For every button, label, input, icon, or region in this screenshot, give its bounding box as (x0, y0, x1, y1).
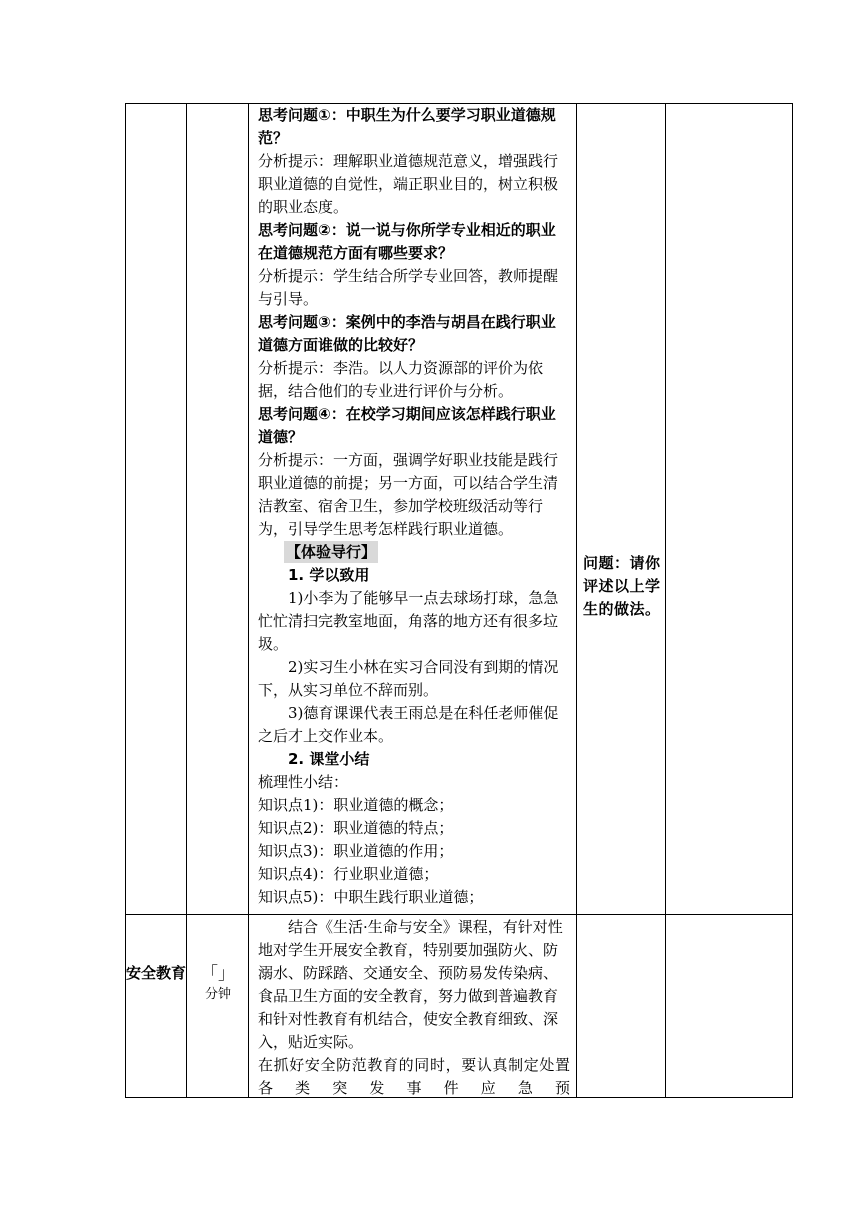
content-paragraph: 知识点3)：职业道德的作用； (258, 842, 454, 860)
case-paragraph: 1)小李为了能够早一点去球场打球，急急忙忙清扫完教室地面，角落的地方还有很多垃圾。 (258, 589, 559, 653)
question-heading: 思考问题①：中职生为什么要学习职业道德规范？ (258, 106, 556, 147)
content-paragraph: 知识点1)：职业道德的概念； (258, 796, 454, 814)
content-paragraph: 知识点5)：中职生践行职业道德； (258, 888, 484, 906)
content-paragraph: 知识点4)：行业职业道德； (258, 865, 439, 883)
case-paragraph: 3)德育课课代表王雨总是在科任老师催促之后才上交作业本。 (258, 704, 559, 745)
content-paragraph: 梳理性小结： (258, 773, 349, 791)
table-border-right (792, 103, 793, 1098)
case-paragraph: 2)实习生小林在实习合同没有到期的情况下，从实习单位不辞而别。 (258, 658, 559, 699)
lesson-content-cell (258, 104, 570, 909)
table-column-divider (576, 103, 577, 1098)
question-cell: 问题：请你评述以上学生的做法。 (583, 554, 661, 618)
question-heading: 思考问题④：在校学习期间应该怎样践行职业道德？ (258, 405, 556, 446)
subsection-heading: 1. 学以致用 (288, 566, 370, 584)
content-paragraph: 知识点2)：职业道德的特点； (258, 819, 454, 837)
safety-paragraph-continued: 在抓好安全防范教育的同时，要认真制定处置各类突发事件应急预 (258, 1056, 570, 1097)
time-unit: 分钟 (204, 987, 231, 1002)
question-heading: 思考问题③：案例中的李浩与胡昌在践行职业道德方面谁做的比较好？ (258, 313, 556, 354)
content-paragraph: 分析提示：李浩。以人力资源部的评价为依据，结合他们的专业进行评价与分析。 (258, 359, 544, 400)
safety-paragraph: 结合《生活·生命与安全》课程，有针对性地对学生开展安全教育，特别要加强防火、防溺水、防踩踏、交通安全、预防易发传染病、食品卫生方面的安全教育，努力做到普遍教育和针对性教育有机结合，使安全教育细致、深入，贴近实际。 (258, 918, 563, 1051)
content-paragraph: 分析提示：学生结合所学专业回答，教师提醒与引导。 (258, 267, 559, 308)
section-label-safety-education: 安全教育 (126, 964, 187, 982)
subsection-heading: 2. 课堂小结 (288, 750, 370, 768)
question-heading: 思考问题②：说一说与你所学专业相近的职业在道德规范方面有哪些要求？ (258, 221, 556, 262)
time-cell (188, 964, 248, 1006)
table-column-divider (665, 103, 666, 1098)
table-column-divider (186, 103, 187, 1098)
section-tag-label: 【体验导行】 (286, 543, 377, 561)
table-column-divider (248, 103, 249, 1098)
table-border-left (125, 103, 126, 1098)
content-paragraph: 分析提示：理解职业道德规范意义，增强践行职业道德的自觉性，端正职业目的，树立积极的职业态度。 (258, 152, 559, 216)
content-paragraph: 分析提示：一方面，强调学好职业技能是践行职业道德的前提；另一方面，可以结合学生清洁教室、宿舍卫生，参加学校班级活动等行为，引导学生思考怎样践行职业道德。 (258, 451, 559, 538)
section-tag (258, 541, 570, 564)
safety-education-content (258, 916, 570, 1100)
time-bracket: 「」 (201, 964, 235, 984)
table-row-divider (125, 914, 793, 915)
